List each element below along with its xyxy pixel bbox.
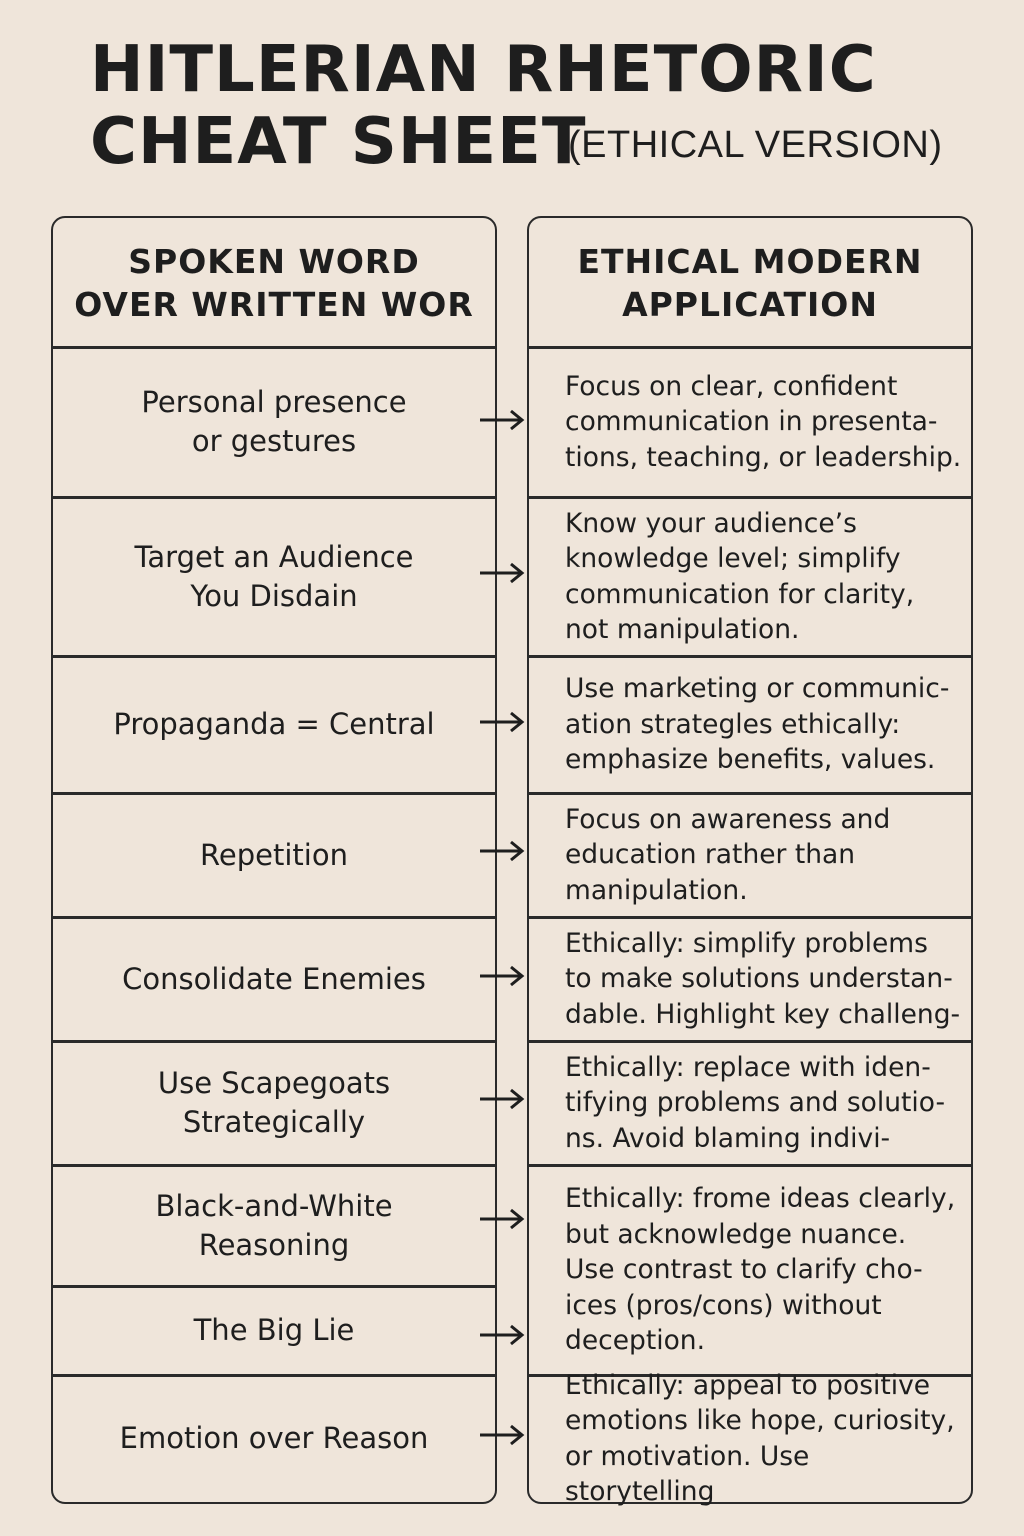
tactic-text: Black-and-White Reasoning	[155, 1188, 393, 1262]
arrow-right-icon	[478, 840, 526, 862]
tactic-text: The Big Lie	[193, 1313, 355, 1347]
application-cell	[529, 657, 971, 792]
tactic-cell	[53, 657, 495, 792]
tactic-cell	[53, 1376, 495, 1501]
tactic-text: Target an Audience You Disdain	[134, 539, 414, 613]
application-cell	[529, 1166, 971, 1374]
arrow-right-icon	[478, 1424, 526, 1446]
application-cell	[529, 1042, 971, 1164]
arrow-right-icon	[478, 1088, 526, 1110]
arrow-right-icon	[478, 562, 526, 584]
tactics-column	[51, 216, 497, 1504]
application-text: Use marketing or communic- ation strategles ethically: emphasize benefits, values.	[565, 673, 950, 776]
application-cell	[529, 794, 971, 916]
tactic-cell	[53, 348, 495, 496]
application-text: Ethically: replace with iden- tifying problems and solutio- ns. Avoid blaming indivi-	[565, 1051, 946, 1154]
tactic-cell	[53, 1042, 495, 1164]
tactic-cell	[53, 1287, 495, 1374]
subtitle: (ETHICAL VERSION)	[568, 124, 943, 166]
application-text: Know your audience’s knowledge level; simplify communication for clarity, not manipulation.	[565, 507, 915, 645]
arrow-right-icon	[478, 1324, 526, 1346]
tactic-cell	[53, 1166, 495, 1285]
title-line-1: HITLERIAN RHETORIC	[90, 33, 877, 107]
application-cell	[529, 498, 971, 655]
title-line-2: CHEAT SHEET	[90, 105, 587, 179]
arrow-right-icon	[478, 965, 526, 987]
application-text: Ethically: simplify problems to make solutions understan- dable. Highlight key challeng-	[565, 927, 961, 1030]
application-text: Focus on clear, confident communication in presenta- tions, teaching, or leadership.	[565, 370, 962, 473]
arrow-right-icon	[478, 1208, 526, 1230]
left-column-header: SPOKEN WORD OVER WRITTEN WOR	[74, 242, 474, 324]
tactic-text: Use Scapegoats Strategically	[157, 1066, 391, 1139]
application-cell	[529, 1369, 971, 1507]
arrow-right-icon	[478, 409, 526, 431]
application-column	[527, 216, 973, 1507]
tactic-text: Consolidate Enemies	[122, 961, 426, 996]
tactic-text: Emotion over Reason	[119, 1421, 429, 1455]
tactic-text: Repetition	[200, 837, 348, 872]
application-text: Ethically: frome ideas clearly, but acknowledge nuance. Use contrast to clarify cho- ices (pros/cons) without deception.	[565, 1183, 956, 1357]
tactic-cell	[53, 918, 495, 1040]
tactic-cell	[53, 498, 495, 655]
tactic-text: Propaganda = Central	[113, 707, 435, 741]
right-column-header: ETHICAL MODERN APPLICATION	[577, 242, 923, 324]
application-cell	[529, 918, 971, 1040]
application-cell	[529, 348, 971, 496]
arrow-right-icon	[478, 711, 526, 733]
application-text: Ethically: appeal to positive emotions like hope, curiosity, or motivation. Use storytelling	[565, 1369, 955, 1507]
tactic-text: Personal presence or gestures	[141, 385, 407, 458]
application-text: Focus on awareness and education rather than manipulation.	[565, 803, 891, 906]
tactic-cell	[53, 794, 495, 916]
